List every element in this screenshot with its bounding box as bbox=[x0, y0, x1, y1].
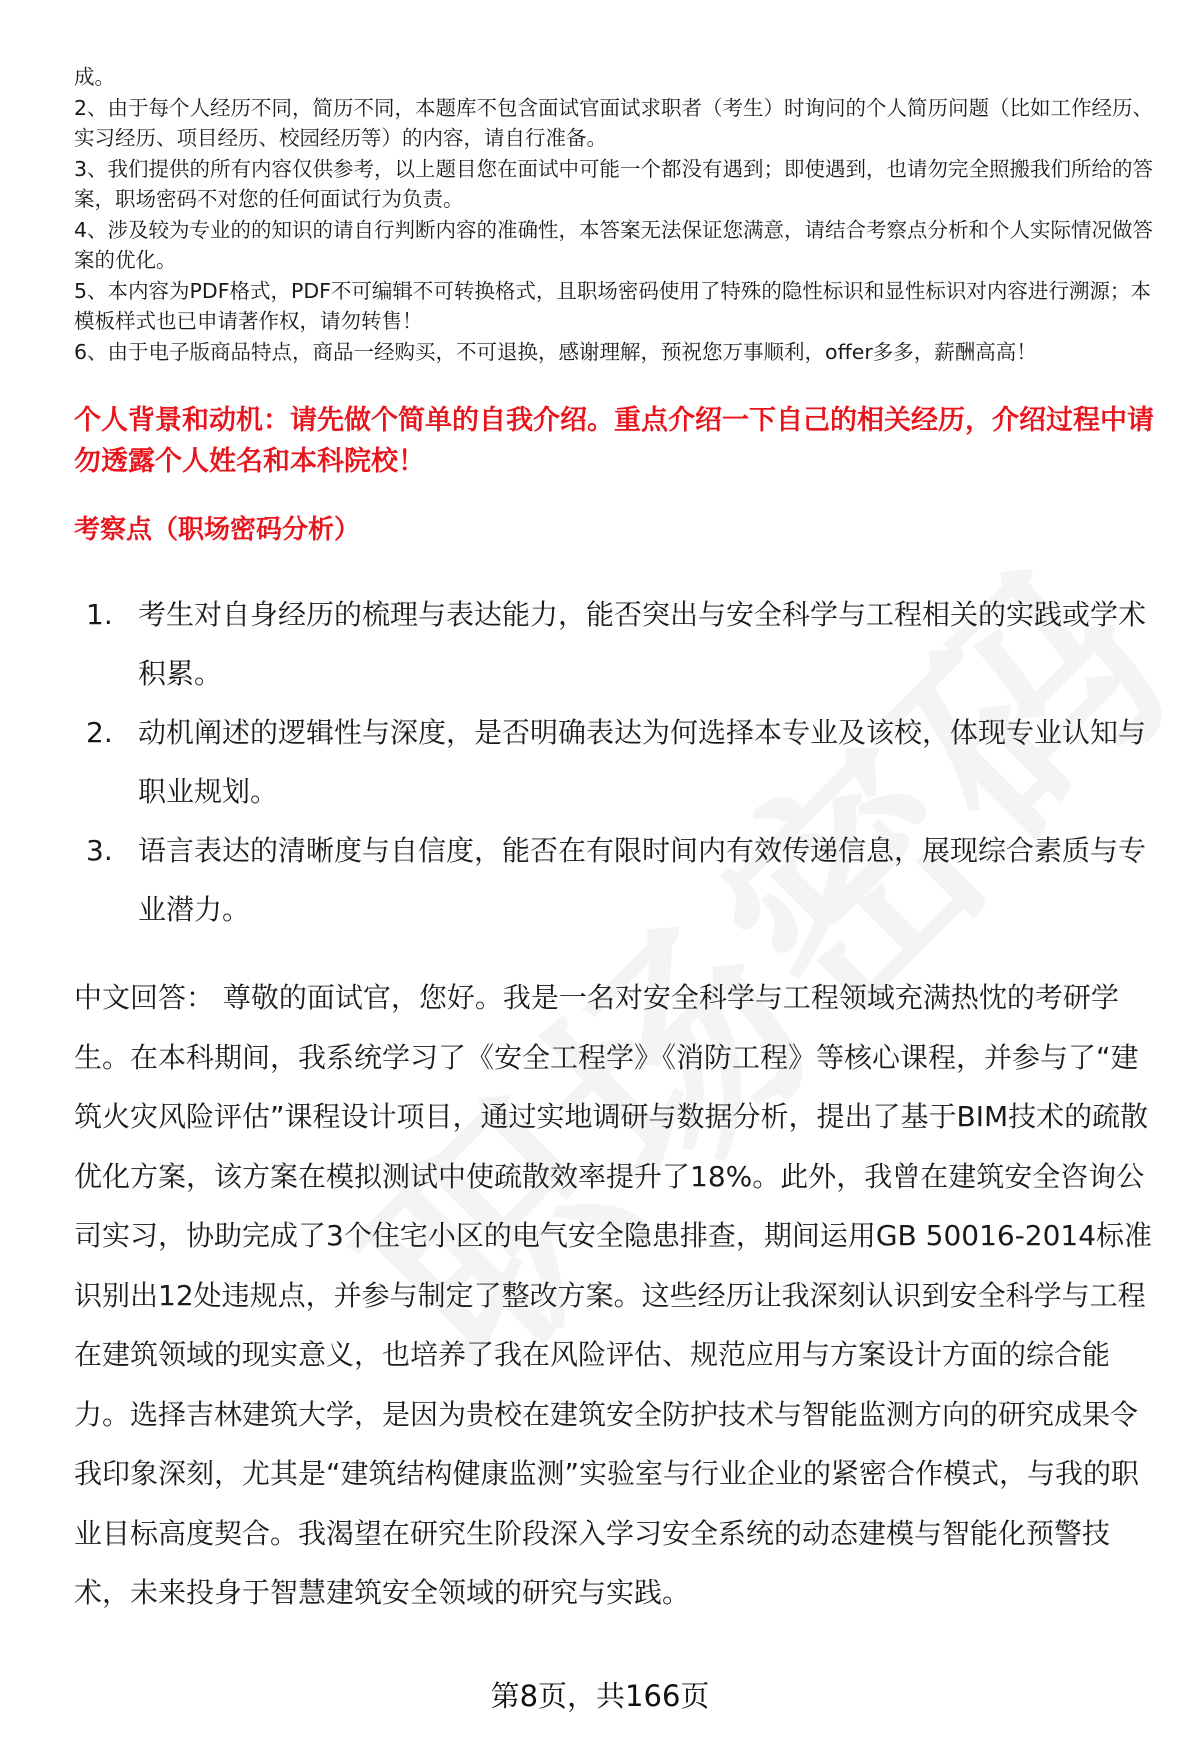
list-item bbox=[74, 821, 1164, 939]
note-line: 4、涉及较为专业的的知识的请自行判断内容的准确性，本答案无法保证您满意，请结合考察点分析和个人实际情况做答案的优化。 bbox=[74, 217, 1154, 272]
analysis-points bbox=[74, 585, 1164, 939]
question-title: 个人背景和动机：请先做个简单的自我介绍。重点介绍一下自己的相关经历，介绍过程中请勿透露个人姓名和本科院校！ bbox=[74, 405, 1154, 477]
note-line: 2、由于每个人经历不同，简历不同，本题库不包含面试官面试求职者（考生）时询问的个人简历问题（比如工作经历、实习经历、项目经历、校园经历等）的内容，请自行准备。 bbox=[74, 95, 1154, 150]
page-number: 第8页，共166页 bbox=[490, 1679, 710, 1713]
list-item-number: 1. bbox=[86, 598, 113, 631]
note-line: 3、我们提供的所有内容仅供参考，以上题目您在面试中可能一个都没有遇到；即使遇到，也请勿完全照搬我们所给的答案，职场密码不对您的任何面试行为负责。 bbox=[74, 156, 1154, 211]
notes-section bbox=[74, 62, 1160, 367]
note-line: 5、本内容为PDF格式，PDF不可编辑不可转换格式，且职场密码使用了特殊的隐性标识和显性标识对内容进行溯源；本模板样式也已申请著作权，请勿转售！ bbox=[74, 278, 1151, 333]
list-item-number: 2. bbox=[86, 716, 113, 749]
list-item-text: 动机阐述的逻辑性与深度，是否明确表达为何选择本专业及该校，体现专业认知与职业规划。 bbox=[138, 716, 1147, 808]
note-line: 成。 bbox=[74, 65, 115, 89]
list-item-number: 3. bbox=[86, 834, 113, 867]
list-item bbox=[74, 585, 1164, 703]
list-item-text: 语言表达的清晰度与自信度，能否在有限时间内有效传递信息，展现综合素质与专业潜力。 bbox=[138, 834, 1147, 926]
analysis-heading: 考察点（职场密码分析） bbox=[74, 515, 361, 545]
answer-paragraph: 中文回答： 尊敬的面试官，您好。我是一名对安全科学与工程领域充满热忱的考研学生。在本科期间，我系统学习了《安全工程学》《消防工程》等核心课程，并参与了“建筑火灾风险评估”课程设计项目，通过实地调研与数据分析，提出了基于BIM技术的疏散优化方案，该方案在模拟测试中使疏散效率提升了18%。此外，我曾在建筑安全咨询公司实习，协助完成了3个住宅小区的电气安全隐患排查，期间运用GB 50016-2014标准识别出12处违规点，并参与制定了整改方案。这些经历让我深刻认识到安全科学与工程在建筑领域的现实意义，也培养了我在风险评估、规范应用与方案设计方面的综合能力。选择吉林建筑大学，是因为贵校在建筑安全防护技术与智能监测方向的研究成果令我印象深刻，尤其是“建筑结构健康监测”实验室与行业企业的紧密合作模式，与我的职业目标高度契合。我渴望在研究生阶段深入学习安全系统的动态建模与智能化预警技术，未来投身于智慧建筑安全领域的研究与实践。 bbox=[74, 981, 1153, 1609]
note-line: 6、由于电子版商品特点，商品一经购买，不可退换，感谢理解，预祝您万事顺利，offer多多，薪酬高高！ bbox=[74, 339, 1037, 364]
list-item bbox=[74, 703, 1164, 821]
list-item-text: 考生对自身经历的梳理与表达能力，能否突出与安全科学与工程相关的实践或学术积累。 bbox=[138, 598, 1147, 690]
